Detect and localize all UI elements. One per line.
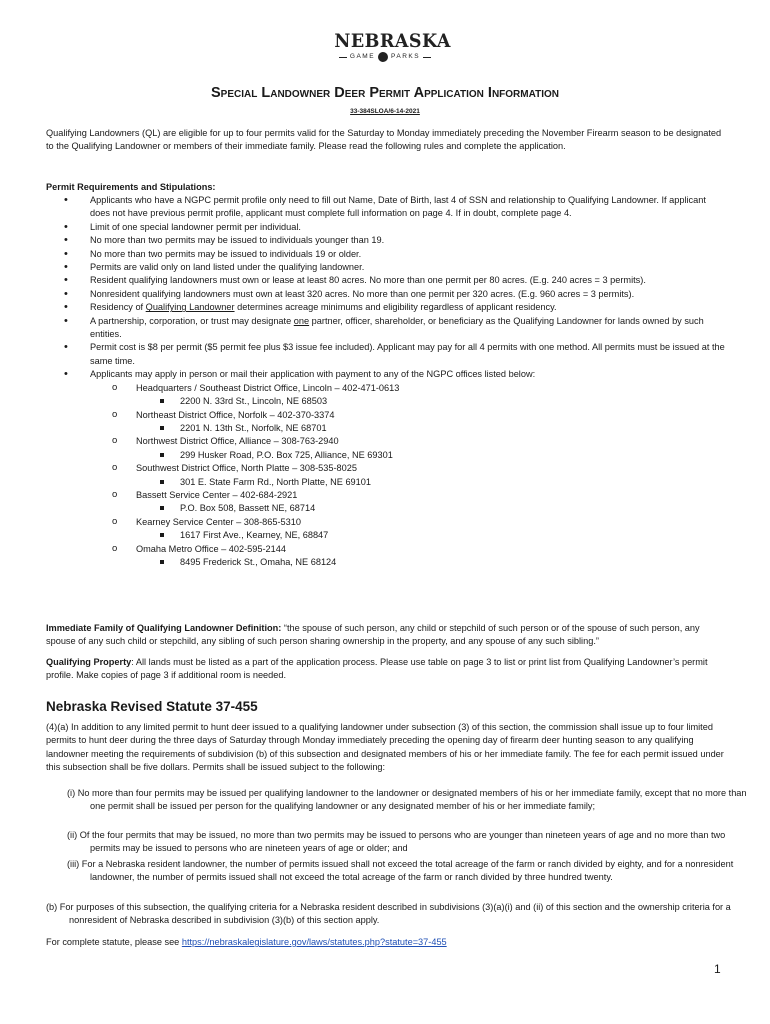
definition-label: Immediate Family of Qualifying Landowner Definition: xyxy=(46,623,282,633)
qualifying-landowner-term: Qualifying Landowner xyxy=(145,302,235,313)
list-item: • Permit cost is $8 per permit ($5 permit fee plus $3 issue fee included). Applicant may pay for all 4 permits with one method. All permits must be issued at the same time. xyxy=(46,341,726,368)
list-item: • No more than two permits may be issued to individuals younger than 19. xyxy=(46,234,726,247)
immediate-family-definition: Immediate Family of Qualifying Landowner Definition: “the spouse of such person, any child or stepchild of such person or of the spouse of such person, any spouse of any such child or stepchild, any sibling of such person sharing ownership in the property, and any spouse of any such sibling.” xyxy=(46,623,700,647)
logo-wordmark: NEBRASKA xyxy=(334,30,451,52)
nebraska-game-parks-logo xyxy=(330,30,451,72)
statute-sub-ii: (ii) Of the four permits that may be issued, no more than two permits may be issued to persons who are younger than nineteen years of age and no more than two permits may be issued to persons who are nineteen years of age or older; and xyxy=(67,830,726,854)
list-item: • Resident qualifying landowners must own or lease at least 80 acres. No more than one permit per 80 acres. (E.g. 240 acres = 3 permits). xyxy=(46,274,726,287)
office-name: Kearney Service Center – 308-865-5310 xyxy=(136,516,301,527)
office-name: Northeast District Office, Norfolk – 402-370-3374 xyxy=(136,409,335,420)
page-title: Special Landowner Deer Permit Application Information xyxy=(211,85,559,101)
statute-sub-b: (b) For purposes of this subsection, the qualifying criteria for a Nebraska resident described in subdivisions (3)(a)(i) and (ii) of this section and the ownership criteria for a nonresident of Nebraska described in subdivision (3)(b) of this section apply. xyxy=(46,902,731,926)
office-address: 8495 Frederick St., Omaha, NE 68124 xyxy=(136,556,726,569)
office-item xyxy=(90,462,726,489)
form-code: 33-384SLOA/6-14-2021 xyxy=(350,108,420,115)
logo-subline xyxy=(330,52,440,62)
statute-sub-iii: (iii) For a Nebraska resident landowner, the number of permits issued shall not exceed the total acreage of the farm or ranch divided by eighty, and for a nonresident landowner, the number of permits issued shall not exceed the total acreage of the farm or ranch divided by three hundred twenty. xyxy=(67,859,734,883)
property-label: Qualifying Property xyxy=(46,657,132,667)
statute-link[interactable]: https://nebraskalegislature.gov/laws/statutes.php?statute=37-455 xyxy=(181,937,447,947)
office-address: P.O. Box 508, Bassett NE, 68714 xyxy=(136,502,726,515)
office-item xyxy=(90,489,726,516)
office-item xyxy=(90,435,726,462)
office-address: 301 E. State Farm Rd., North Platte, NE 69101 xyxy=(136,476,726,489)
list-item: • Nonresident qualifying landowners must own at least 320 acres. No more than one permit per 320 acres. (E.g. 960 acres = 3 permits). xyxy=(46,288,726,301)
office-item xyxy=(90,382,726,409)
office-name: Northwest District Office, Alliance – 308-763-2940 xyxy=(136,436,339,447)
office-address: 299 Husker Road, P.O. Box 725, Alliance, NE 69301 xyxy=(136,449,726,462)
list-item: • Limit of one special landowner permit per individual. xyxy=(46,221,726,234)
office-address: 1617 First Ave., Kearney, NE, 68847 xyxy=(136,529,726,542)
requirements-heading: Permit Requirements and Stipulations: xyxy=(46,182,216,192)
page-number: 1 xyxy=(714,962,721,976)
office-name: Headquarters / Southeast District Office, Lincoln – 402-471-0613 xyxy=(136,382,400,393)
office-name: Southwest District Office, North Platte – 308-535-8025 xyxy=(136,463,357,474)
statute-paragraph: (4)(a) In addition to any limited permit to hunt deer issued to a qualifying landowner under subsection (3) of this section, the commission shall issue up to four limited permits to hunt deer during the three days of Saturday through Monday immediately preceding the opening day of firearm deer hunting season to any qualifying landowner meeting the requirements of subdivision (b) of this subsection and designated members of his or her immediate family. The fee for each permit issued under this subsection shall be five dollars. Permits shall be issued subject to the following: xyxy=(46,722,724,773)
complete-statute-line: For complete statute, please see https://nebraskalegislature.gov/laws/statutes.php?statute=37-455 xyxy=(46,937,447,947)
office-item xyxy=(90,409,726,436)
statute-heading: Nebraska Revised Statute 37-455 xyxy=(46,699,258,714)
office-address: 2201 N. 13th St., Norfolk, NE 68701 xyxy=(136,422,726,435)
list-item: • Residency of Qualifying Landowner determines acreage minimums and eligibility regardless of applicant residency. xyxy=(46,301,726,314)
deer-emblem-icon xyxy=(378,52,388,62)
list-item: • Applicants may apply in person or mail their application with payment to any of the NGPC offices listed below: o Headquarters / Southeast District Office, Lincoln – 402-471-0613 2200 N. 33rd St., Lincoln, NE 68503 o Northeast District Office, Norfolk – 402-370-3374 2201 N. 13th St., Norfolk, NE 68701 o Northwest District Office, Alliance – 308-763-2940 299 Husker Road, P.O. Box 725, Alliance, NE 69301 o Southwest District Office, North Platte – 308-535-8025 301 E. State Farm Rd., North Platte, NE 69101 o Bassett Service Center – 402-684-2921 P.O. Box 508, Bassett NE, 68714 o Kearney Service Center – 308-865-5310 1617 First Ave., Kearney, NE, 68847 o Omaha Metro Office – 402-595-2144 8495 Frederick St., Omaha, NE 68124 xyxy=(46,368,726,569)
logo-parks-text: PARKS xyxy=(391,53,421,60)
office-address: 2200 N. 33rd St., Lincoln, NE 68503 xyxy=(136,395,726,408)
list-item: • No more than two permits may be issued to individuals 19 or older. xyxy=(46,248,726,261)
office-item xyxy=(90,516,726,543)
intro-paragraph: Qualifying Landowners (QL) are eligible for up to four permits valid for the Saturday to Monday immediately preceding the November Firearm season to be designated to the Qualifying Landowner or members of their immediate family. Please read the following rules and complete the application. xyxy=(46,128,722,152)
logo-game-text: GAME xyxy=(349,53,376,60)
list-item: • A partnership, corporation, or trust may designate one partner, officer, shareholder, or beneficiary as the Qualifying Landowner for lands owned by such entities. xyxy=(46,315,726,342)
statute-sub-i: (i) No more than four permits may be issued per qualifying landowner to the landowner or designated members of his or her immediate family, except that no more than one permit shall be issued per person for the qualifying landowner or any designated member of his or her immediate family; xyxy=(67,788,747,812)
list-item: • Permits are valid only on land listed under the qualifying landowner. xyxy=(46,261,726,274)
office-name: Bassett Service Center – 402-684-2921 xyxy=(136,489,298,500)
office-name: Omaha Metro Office – 402-595-2144 xyxy=(136,543,286,554)
qualifying-property: Qualifying Property: All lands must be listed as a part of the application process. Please use table on page 3 to list or print list from Qualifying Landowner’s permit profile. Make copies of page 3 if additional room is needed. xyxy=(46,657,708,681)
offices-list xyxy=(90,382,726,570)
office-item xyxy=(90,543,726,570)
list-item: • Applicants who have a NGPC permit profile only need to fill out Name, Date of Birth, last 4 of SSN and relationship to Qualifying Landowner. If applicant does not have previous permit profile, applicant must complete full information on page 4. If in doubt, complete page 4. xyxy=(46,194,726,221)
requirements-list xyxy=(46,194,726,569)
